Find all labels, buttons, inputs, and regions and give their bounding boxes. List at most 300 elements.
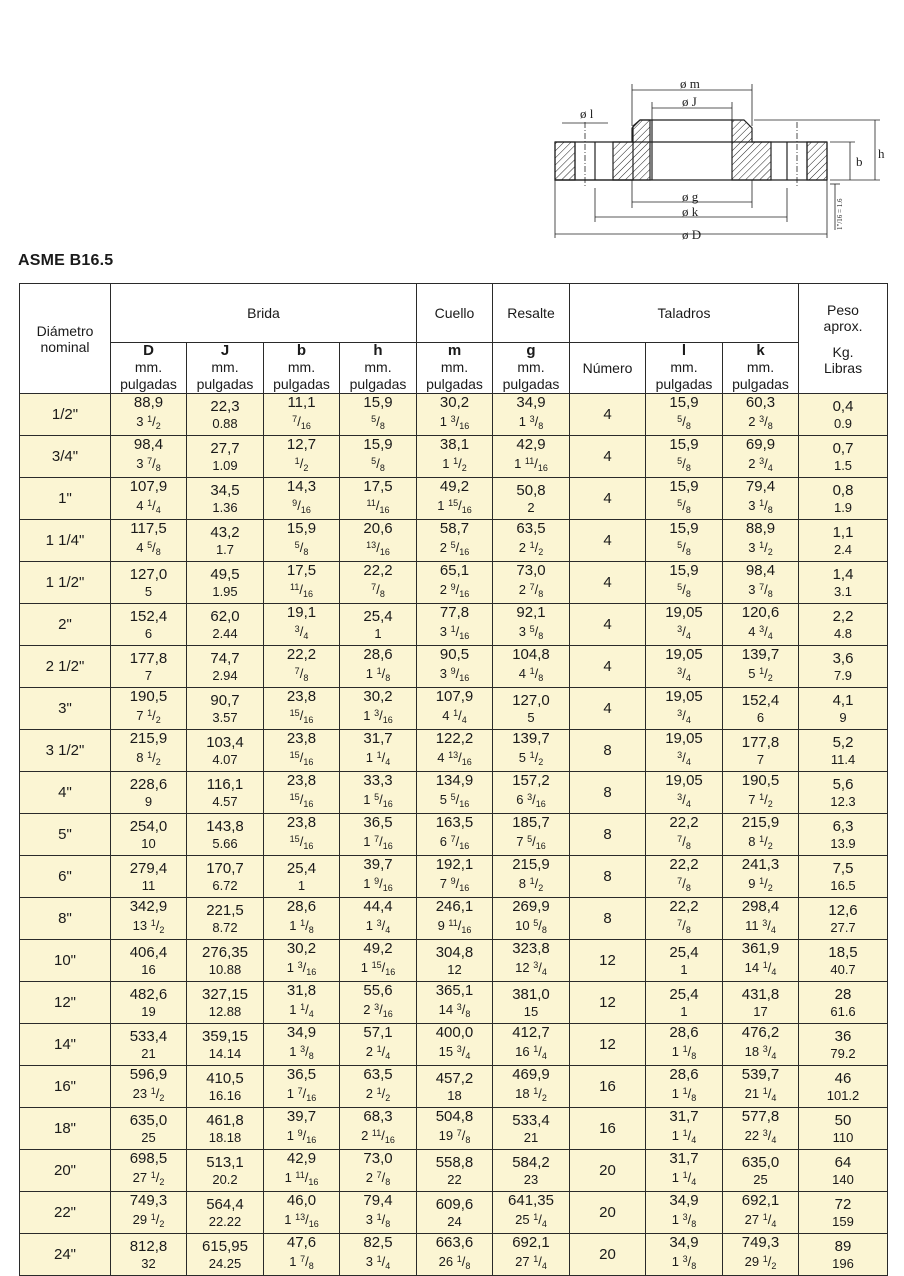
value-mm: 361,9 xyxy=(741,940,780,957)
value-inch: $^5/_8$ xyxy=(677,456,691,473)
table-row xyxy=(20,1108,888,1150)
value-inch: 3 $^7/_8$ xyxy=(136,456,161,473)
value-inch: 18.18 xyxy=(208,1129,242,1145)
dim-h-label: h xyxy=(878,146,885,161)
value-inch: 3 $^1/_{16}$ xyxy=(439,624,470,641)
value-mm: 28,6 xyxy=(669,1066,699,1083)
value-inch: 2 $^3/_{16}$ xyxy=(363,1002,393,1019)
value-mm: 31,7 xyxy=(363,730,393,747)
value-inch: $^7/_8$ xyxy=(677,918,691,935)
value-inch: 0.88 xyxy=(212,415,238,431)
cell-nominal: 1 1/4" xyxy=(20,520,111,562)
value-inch: 14 $^3/_8$ xyxy=(438,1002,471,1019)
cell-l xyxy=(646,1150,723,1192)
cell-k xyxy=(723,772,799,814)
value-inch: $^5/_8$ xyxy=(294,540,309,557)
cell-g xyxy=(493,940,570,982)
value-mm: 241,3 xyxy=(741,856,780,873)
value-mm: 246,1 xyxy=(435,898,474,915)
value-mm: 12,7 xyxy=(286,436,317,453)
table-row xyxy=(20,1024,888,1066)
value-mm: 533,4 xyxy=(129,1027,168,1045)
value-mm: 22,2 xyxy=(286,646,317,663)
value-inch: 18 $^1/_2$ xyxy=(515,1086,547,1103)
value-mm: 17,5 xyxy=(286,562,317,579)
cell-w xyxy=(799,604,888,646)
value-inch: 2 $^1/_4$ xyxy=(365,1044,391,1061)
cell-D xyxy=(111,394,187,436)
header-d: D mm. pulgadas xyxy=(111,343,187,394)
cell-w xyxy=(799,478,888,520)
value-mm: 170,7 xyxy=(206,859,244,877)
cell-k xyxy=(723,604,799,646)
cell-J xyxy=(187,688,264,730)
cell-J xyxy=(187,982,264,1024)
value-inch: 1 $^{15}/_{16}$ xyxy=(360,960,396,977)
value-mm: 30,2 xyxy=(363,688,393,705)
value-inch: 1 $^3/_8$ xyxy=(671,1254,697,1271)
value-inch: $^3/_4$ xyxy=(677,666,691,683)
value-inch: 20.2 xyxy=(212,1171,238,1187)
value-inch: 11 $^3/_4$ xyxy=(745,918,776,935)
value-mm: 63,5 xyxy=(516,520,546,537)
cell-l xyxy=(646,646,723,688)
value-mm: 5,2 xyxy=(832,733,854,751)
value-inch: 25 xyxy=(753,1171,768,1187)
cell-D xyxy=(111,478,187,520)
cell-b xyxy=(264,394,340,436)
cell-k xyxy=(723,898,799,940)
cell-num: 4 xyxy=(570,562,646,604)
value-mm: 5,6 xyxy=(832,775,854,793)
dim-l-label: ø l xyxy=(580,106,594,121)
value-inch: 25 xyxy=(141,1129,156,1145)
value-inch: 3 $^1/_2$ xyxy=(136,414,161,431)
value-mm: 19,05 xyxy=(665,688,703,705)
value-mm: 55,6 xyxy=(363,982,393,999)
value-inch: 6 $^7/_{16}$ xyxy=(439,834,470,851)
cell-b xyxy=(264,1066,340,1108)
value-mm: 14,3 xyxy=(286,478,317,495)
value-mm: 327,15 xyxy=(202,985,248,1003)
value-mm: 20,6 xyxy=(363,520,393,537)
value-mm: 39,7 xyxy=(286,1108,317,1125)
value-inch: $^{13}/_{16}$ xyxy=(366,540,390,557)
cell-g xyxy=(493,478,570,520)
value-inch: 3 $^1/_4$ xyxy=(365,1254,391,1271)
cell-num: 16 xyxy=(570,1108,646,1150)
cell-g xyxy=(493,772,570,814)
cell-nominal: 5" xyxy=(20,814,111,856)
value-inch: $^{11}/_{16}$ xyxy=(290,582,313,599)
value-inch: $^7/_8$ xyxy=(677,834,691,851)
value-mm: 749,3 xyxy=(741,1234,780,1251)
value-inch: $^3/_4$ xyxy=(294,624,309,641)
value-mm: 17,5 xyxy=(363,478,393,495)
cell-g xyxy=(493,898,570,940)
cell-h xyxy=(340,562,417,604)
value-inch: 9 $^{11}/_{16}$ xyxy=(437,918,472,935)
value-mm: 23,8 xyxy=(286,688,317,705)
header-brida: Brida xyxy=(111,284,417,343)
value-inch: $^3/_4$ xyxy=(677,750,691,767)
cell-k xyxy=(723,688,799,730)
value-inch: 4 $^1/_4$ xyxy=(136,498,161,515)
value-mm: 90,7 xyxy=(210,691,240,709)
value-mm: 44,4 xyxy=(363,898,393,915)
cell-l xyxy=(646,898,723,940)
value-mm: 28,6 xyxy=(286,898,317,915)
cell-w xyxy=(799,1234,888,1276)
value-mm: 50,8 xyxy=(516,481,546,499)
cell-h xyxy=(340,1150,417,1192)
value-mm: 190,5 xyxy=(129,688,168,705)
value-mm: 461,8 xyxy=(206,1111,244,1129)
value-inch: $^5/_8$ xyxy=(677,582,691,599)
value-inch: 2 $^{11}/_{16}$ xyxy=(361,1128,395,1145)
cell-m xyxy=(417,562,493,604)
value-mm: 60,3 xyxy=(745,394,776,411)
value-mm: 49,2 xyxy=(439,478,470,495)
value-inch: 2.94 xyxy=(212,667,238,683)
value-mm: 596,9 xyxy=(129,1066,168,1083)
value-mm: 15,9 xyxy=(669,562,699,579)
value-mm: 22,2 xyxy=(669,898,699,915)
value-mm: 279,4 xyxy=(129,859,168,877)
cell-m xyxy=(417,940,493,982)
value-mm: 34,9 xyxy=(286,1024,317,1041)
dim-b-label: b xyxy=(856,154,863,169)
cell-g xyxy=(493,856,570,898)
cell-D xyxy=(111,856,187,898)
table-row xyxy=(20,814,888,856)
value-inch: 4.57 xyxy=(212,793,238,809)
value-inch: 3 $^7/_8$ xyxy=(748,582,773,599)
value-inch: 32 xyxy=(141,1255,156,1271)
value-inch: 1.9 xyxy=(833,499,853,515)
value-inch: 1 $^7/_8$ xyxy=(289,1254,314,1271)
value-inch: $^7/_8$ xyxy=(677,876,691,893)
value-mm: 19,05 xyxy=(665,772,703,789)
cell-num: 4 xyxy=(570,520,646,562)
value-mm: 342,9 xyxy=(129,898,168,915)
cell-nominal: 1 1/2" xyxy=(20,562,111,604)
value-mm: 117,5 xyxy=(130,520,167,537)
cell-l xyxy=(646,1234,723,1276)
value-inch: 3 $^1/_2$ xyxy=(748,540,773,557)
value-inch: 5 $^1/_2$ xyxy=(518,750,544,767)
value-mm: 79,4 xyxy=(745,478,776,495)
value-inch: $^{11}/_{16}$ xyxy=(366,498,390,515)
value-inch: 24.25 xyxy=(208,1255,242,1271)
value-mm: 104,8 xyxy=(512,646,550,663)
cell-m xyxy=(417,436,493,478)
value-inch: 7 xyxy=(756,751,765,767)
value-mm: 72 xyxy=(834,1195,852,1213)
value-inch: 1 $^1/_4$ xyxy=(365,750,391,767)
value-inch: 4 $^3/_4$ xyxy=(748,624,773,641)
cell-b xyxy=(264,814,340,856)
value-mm: 564,4 xyxy=(206,1195,244,1213)
value-inch: 12 xyxy=(447,961,462,977)
cell-k xyxy=(723,1234,799,1276)
flange-dimensions-table xyxy=(19,283,888,1276)
value-mm: 663,6 xyxy=(435,1234,474,1251)
cell-w xyxy=(799,394,888,436)
value-mm: 143,8 xyxy=(206,817,244,835)
value-inch: 40.7 xyxy=(830,961,856,977)
cell-J xyxy=(187,562,264,604)
value-mm: 92,1 xyxy=(516,604,546,621)
cell-l xyxy=(646,1192,723,1234)
value-mm: 469,9 xyxy=(512,1066,550,1083)
value-inch: 27 $^1/_4$ xyxy=(515,1254,547,1271)
cell-l xyxy=(646,1024,723,1066)
value-inch: 1 $^3/_8$ xyxy=(671,1212,697,1229)
value-inch: 12 $^3/_4$ xyxy=(515,960,547,977)
cell-w xyxy=(799,898,888,940)
value-mm: 19,05 xyxy=(665,730,703,747)
cell-k xyxy=(723,478,799,520)
value-inch: 18 $^3/_4$ xyxy=(744,1044,777,1061)
cell-g xyxy=(493,1066,570,1108)
cell-nominal: 2 1/2" xyxy=(20,646,111,688)
value-inch: 29 $^1/_2$ xyxy=(132,1212,165,1229)
value-mm: 19,05 xyxy=(665,646,703,663)
cell-g xyxy=(493,604,570,646)
value-inch: 6 xyxy=(756,709,765,725)
value-mm: 38,1 xyxy=(439,436,470,453)
value-inch: 1 xyxy=(680,961,688,977)
value-inch: 16 xyxy=(141,961,156,977)
value-mm: 30,2 xyxy=(286,940,317,957)
cell-g xyxy=(493,436,570,478)
value-inch: 1 $^9/_{16}$ xyxy=(363,876,393,893)
cell-m xyxy=(417,730,493,772)
value-inch: 7 $^9/_{16}$ xyxy=(439,876,470,893)
cell-h xyxy=(340,1192,417,1234)
cell-J xyxy=(187,436,264,478)
cell-k xyxy=(723,1066,799,1108)
value-mm: 74,7 xyxy=(210,649,240,667)
cell-b xyxy=(264,772,340,814)
table-row xyxy=(20,1150,888,1192)
value-inch: 4.07 xyxy=(212,751,238,767)
value-inch: 1 $^7/_{16}$ xyxy=(286,1086,317,1103)
cell-h xyxy=(340,982,417,1024)
cell-b xyxy=(264,646,340,688)
value-mm: 533,4 xyxy=(512,1111,550,1129)
value-inch: 2 $^1/_2$ xyxy=(365,1086,391,1103)
value-inch: 9 $^1/_2$ xyxy=(748,876,773,893)
cell-k xyxy=(723,856,799,898)
value-inch: 1 $^1/_4$ xyxy=(671,1128,697,1145)
cell-D xyxy=(111,1066,187,1108)
value-inch: $^9/_{16}$ xyxy=(292,498,311,515)
value-inch: 16.5 xyxy=(830,877,856,893)
value-inch: 4 $^{13}/_{16}$ xyxy=(437,750,472,767)
cell-g xyxy=(493,1192,570,1234)
value-inch: 23 $^1/_2$ xyxy=(132,1086,165,1103)
value-mm: 63,5 xyxy=(363,1066,393,1083)
cell-num: 4 xyxy=(570,688,646,730)
cell-num: 4 xyxy=(570,646,646,688)
cell-m xyxy=(417,1150,493,1192)
cell-nominal: 3/4" xyxy=(20,436,111,478)
header-l: l mm. pulgadas xyxy=(646,343,723,394)
value-inch: 61.6 xyxy=(830,1003,856,1019)
value-inch: 10 $^5/_8$ xyxy=(515,918,547,935)
cell-J xyxy=(187,604,264,646)
cell-m xyxy=(417,1108,493,1150)
value-mm: 127,0 xyxy=(512,691,550,709)
value-inch: 2 $^1/_2$ xyxy=(518,540,544,557)
cell-l xyxy=(646,814,723,856)
value-mm: 23,8 xyxy=(286,772,317,789)
value-inch: 16 $^1/_4$ xyxy=(515,1044,547,1061)
value-inch: 110 xyxy=(832,1129,854,1145)
value-mm: 98,4 xyxy=(133,436,164,453)
value-inch: 27 $^1/_2$ xyxy=(132,1170,165,1187)
cell-D xyxy=(111,1150,187,1192)
cell-D xyxy=(111,940,187,982)
value-mm: 64 xyxy=(834,1153,852,1171)
cell-g xyxy=(493,562,570,604)
value-mm: 36,5 xyxy=(286,1066,317,1083)
value-mm: 0,4 xyxy=(832,397,854,415)
header-nominal-diameter: Diámetro nominal xyxy=(20,284,111,394)
value-mm: 190,5 xyxy=(741,772,780,789)
value-mm: 457,2 xyxy=(435,1069,474,1087)
value-inch: 26 $^1/_8$ xyxy=(438,1254,471,1271)
value-mm: 28 xyxy=(834,985,852,1003)
cell-k xyxy=(723,1108,799,1150)
value-inch: 3.1 xyxy=(833,583,853,599)
value-mm: 25,4 xyxy=(669,985,699,1003)
value-inch: 7.9 xyxy=(833,667,853,683)
cell-h xyxy=(340,898,417,940)
cell-nominal: 3" xyxy=(20,688,111,730)
cell-h xyxy=(340,646,417,688)
cell-l xyxy=(646,688,723,730)
dim-j-label: ø J xyxy=(682,94,697,109)
cell-h xyxy=(340,436,417,478)
value-inch: 1.09 xyxy=(212,457,238,473)
cell-h xyxy=(340,394,417,436)
value-inch: 9 xyxy=(144,793,153,809)
value-inch: 1 xyxy=(680,1003,688,1019)
value-inch: $^5/_8$ xyxy=(677,498,691,515)
value-mm: 431,8 xyxy=(741,985,780,1003)
value-inch: 13.9 xyxy=(830,835,856,851)
header-libras: Libras xyxy=(823,359,863,376)
cell-D xyxy=(111,772,187,814)
standard-title: ASME B16.5 xyxy=(18,252,114,269)
value-inch: 1 $^3/_8$ xyxy=(518,414,544,431)
cell-b xyxy=(264,436,340,478)
cell-w xyxy=(799,940,888,982)
value-inch: 5 $^5/_{16}$ xyxy=(439,792,470,809)
value-inch: 7 $^1/_2$ xyxy=(136,708,161,725)
value-inch: 196 xyxy=(832,1255,854,1271)
cell-nominal: 4" xyxy=(20,772,111,814)
value-mm: 177,8 xyxy=(129,649,168,667)
value-inch: 27.7 xyxy=(830,919,856,935)
cell-num: 4 xyxy=(570,394,646,436)
value-inch: 1 $^1/_2$ xyxy=(442,456,467,473)
cell-w xyxy=(799,772,888,814)
cell-D xyxy=(111,982,187,1024)
value-inch: 15 xyxy=(523,1003,539,1019)
cell-J xyxy=(187,646,264,688)
cell-J xyxy=(187,1108,264,1150)
value-inch: 1 $^1/_8$ xyxy=(365,666,391,683)
value-inch: 21 $^1/_4$ xyxy=(744,1086,777,1103)
header-taladros: Taladros xyxy=(570,284,799,343)
value-inch: 10 xyxy=(141,835,156,851)
value-inch: 12.88 xyxy=(208,1003,242,1019)
cell-k xyxy=(723,436,799,478)
value-mm: 134,9 xyxy=(435,772,474,789)
cell-nominal: 3 1/2" xyxy=(20,730,111,772)
value-inch: 14.14 xyxy=(208,1045,242,1061)
cell-num: 12 xyxy=(570,940,646,982)
cell-m xyxy=(417,1066,493,1108)
cell-g xyxy=(493,1108,570,1150)
value-mm: 539,7 xyxy=(741,1066,780,1083)
value-mm: 504,8 xyxy=(435,1108,474,1125)
value-mm: 116,1 xyxy=(206,775,244,793)
value-mm: 27,7 xyxy=(210,439,240,457)
dim-d-label: ø D xyxy=(682,227,702,242)
value-mm: 641,35 xyxy=(508,1192,554,1209)
dim-g-label: ø g xyxy=(682,189,699,204)
value-inch: 7 $^5/_{16}$ xyxy=(516,834,546,851)
cell-b xyxy=(264,1108,340,1150)
cell-num: 8 xyxy=(570,814,646,856)
table-row xyxy=(20,394,888,436)
value-inch: 16.16 xyxy=(208,1087,242,1103)
cell-num: 8 xyxy=(570,772,646,814)
value-mm: 122,2 xyxy=(435,730,474,747)
value-inch: $^7/_8$ xyxy=(371,582,385,599)
cell-J xyxy=(187,1066,264,1108)
value-inch: 5 xyxy=(144,583,153,599)
cell-m xyxy=(417,898,493,940)
value-mm: 42,9 xyxy=(516,436,546,453)
header-b: b mm. pulgadas xyxy=(264,343,340,394)
cell-J xyxy=(187,520,264,562)
value-inch: 29 $^1/_2$ xyxy=(744,1254,777,1271)
value-inch: 4 $^5/_8$ xyxy=(136,540,161,557)
value-mm: 476,2 xyxy=(741,1024,780,1041)
value-inch: 1 xyxy=(374,625,382,641)
value-inch: $^5/_8$ xyxy=(371,456,385,473)
value-inch: 1 $^{11}/_{16}$ xyxy=(284,1170,319,1187)
value-mm: 88,9 xyxy=(133,394,164,411)
cell-g xyxy=(493,520,570,562)
value-mm: 25,4 xyxy=(669,943,699,961)
cell-m xyxy=(417,688,493,730)
value-inch: 1 $^1/_8$ xyxy=(671,1086,697,1103)
value-mm: 692,1 xyxy=(512,1234,550,1251)
value-inch: $^5/_8$ xyxy=(677,414,691,431)
value-inch: 8 $^1/_2$ xyxy=(136,750,161,767)
value-mm: 163,5 xyxy=(435,814,474,831)
value-mm: 15,9 xyxy=(286,520,317,537)
value-inch: 7 $^1/_2$ xyxy=(748,792,773,809)
header-peso xyxy=(799,284,888,394)
